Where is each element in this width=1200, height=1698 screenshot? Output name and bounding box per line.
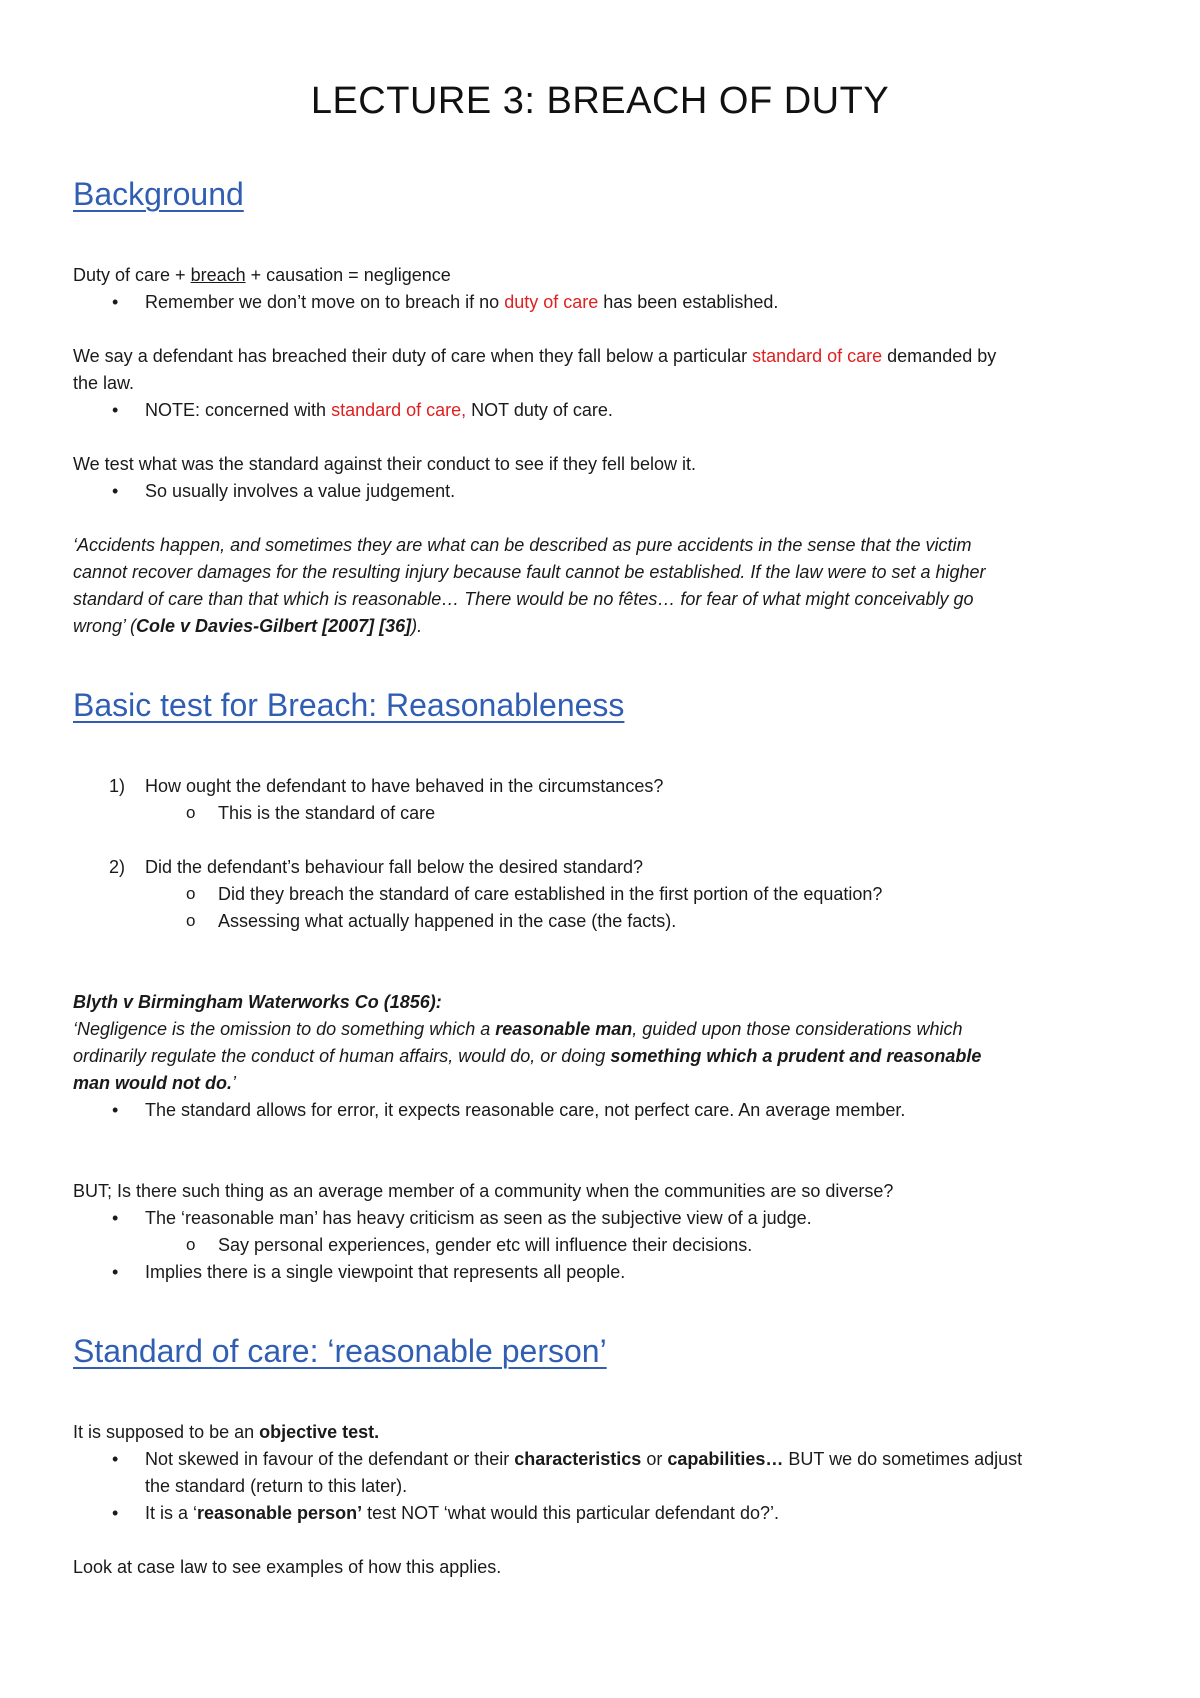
case-quote-line <box>73 1016 963 1043</box>
bullet-icon: • <box>112 400 119 420</box>
bullet-icon: • <box>112 1262 119 1282</box>
bullet-icon: • <box>112 1100 119 1120</box>
formula-breach: breach <box>190 265 246 285</box>
bullet-continuation: the standard (return to this later). <box>145 1476 408 1496</box>
sub-bullet-text: Assessing what actually happened in the case (the facts). <box>218 911 677 931</box>
highlight-standard-of-care: standard of care <box>752 346 883 366</box>
bullet-icon: • <box>112 1503 119 1523</box>
formula-text: Duty of care + <box>73 265 191 285</box>
bullet-text: The standard allows for error, it expects reasonable care, not perfect care. An average member. <box>145 1100 906 1120</box>
bullet-text: It is a ‘ <box>145 1503 198 1523</box>
sub-bullet-text: Did they breach the standard of care established in the first portion of the equation? <box>218 884 883 904</box>
paragraph-line: the law. <box>73 373 135 393</box>
heading-standard-of-care: Standard of care: ‘reasonable person’ <box>73 1333 607 1369</box>
sub-bullet-icon: o <box>186 884 196 903</box>
quote-emphasis: reasonable man <box>495 1019 633 1039</box>
numbered-item <box>109 854 644 881</box>
sub-bullet-text: This is the standard of care <box>218 803 436 823</box>
bullet-text: The ‘reasonable man’ has heavy criticism as seen as the subjective view of a judge. <box>145 1208 812 1228</box>
quote-text: ‘Negligence is the omission to do something which a <box>73 1019 496 1039</box>
item-text: Did the defendant’s behaviour fall below the desired standard? <box>145 857 644 877</box>
case-name: Blyth v Birmingham Waterworks Co (1856): <box>73 992 442 1012</box>
sub-bullet-item <box>186 881 883 908</box>
bullet-text-end: test NOT ‘what would this particular defendant do?’. <box>362 1503 779 1523</box>
page-title: LECTURE 3: BREACH OF DUTY <box>310 80 890 122</box>
quote-line: standard of care than that which is reasonable… There would be no fêtes… for fear of what might conceivably go <box>73 589 974 609</box>
bullet-item <box>112 289 779 316</box>
highlight-standard-of-care: standard of care, <box>331 400 467 420</box>
quote-text-end: ). <box>411 616 423 636</box>
quote-line <box>73 613 422 640</box>
bullet-item <box>112 1097 906 1124</box>
numbered-item <box>109 773 664 800</box>
paragraph-line: We test what was the standard against their conduct to see if they fell below it. <box>73 454 697 474</box>
bullet-text: Remember we don’t move on to breach if no <box>145 292 505 312</box>
bullet-text: Not skewed in favour of the defendant or their <box>145 1449 515 1469</box>
quote-line: ‘Accidents happen, and sometimes they are what can be described as pure accidents in the sense that the victim <box>73 535 972 555</box>
bullet-icon: • <box>112 481 119 501</box>
sub-bullet-text: Say personal experiences, gender etc will influence their decisions. <box>218 1235 753 1255</box>
paragraph-text: We say a defendant has breached their duty of care when they fall below a particular <box>73 346 753 366</box>
case-citation: Cole v Davies-Gilbert [2007] [36] <box>136 616 412 636</box>
bullet-emphasis: reasonable person’ <box>197 1503 363 1523</box>
note-text-end: NOT duty of care. <box>466 400 613 420</box>
highlight-duty-of-care: duty of care <box>504 292 599 312</box>
quote-text: wrong’ ( <box>73 616 137 636</box>
note-text: NOTE: concerned with <box>145 400 332 420</box>
bullet-icon: • <box>112 1208 119 1228</box>
case-quote-line <box>73 1043 981 1070</box>
bullet-item <box>112 1500 779 1527</box>
quote-text-end: ’ <box>231 1073 236 1093</box>
bullet-item <box>112 1446 1023 1473</box>
bullet-item <box>112 397 613 424</box>
quote-text-end: , guided upon those considerations which <box>632 1019 963 1039</box>
sub-bullet-icon: o <box>186 803 196 822</box>
paragraph-line: Look at case law to see examples of how this applies. <box>73 1557 502 1577</box>
paragraph-emphasis: objective test. <box>259 1422 380 1442</box>
bullet-item <box>112 1205 812 1232</box>
bullet-emphasis: capabilities… <box>667 1449 784 1469</box>
bullet-item <box>112 478 456 505</box>
formula-text-end: + causation = negligence <box>245 265 451 285</box>
item-number: 1) <box>109 776 126 796</box>
paragraph-line: BUT; Is there such thing as an average member of a community when the communities are so diverse? <box>73 1181 894 1201</box>
formula-line <box>73 262 451 289</box>
bullet-text: or <box>641 1449 668 1469</box>
bullet-text-end: BUT we do sometimes adjust <box>783 1449 1023 1469</box>
paragraph-line <box>73 343 996 370</box>
bullet-icon: • <box>112 292 119 312</box>
item-text: How ought the defendant to have behaved in the circumstances? <box>145 776 664 796</box>
sub-bullet-item <box>186 908 677 935</box>
sub-bullet-icon: o <box>186 911 196 930</box>
paragraph-text-end: demanded by <box>882 346 997 366</box>
bullet-item <box>112 1259 626 1286</box>
item-number: 2) <box>109 857 126 877</box>
case-quote-line <box>73 1070 236 1097</box>
bullet-text: Implies there is a single viewpoint that represents all people. <box>145 1262 626 1282</box>
paragraph-text: It is supposed to be an <box>73 1422 260 1442</box>
bullet-emphasis: characteristics <box>514 1449 642 1469</box>
paragraph-line <box>73 1419 379 1446</box>
sub-bullet-item <box>186 1232 753 1259</box>
bullet-text: So usually involves a value judgement. <box>145 481 456 501</box>
quote-text: ordinarily regulate the conduct of human affairs, would do, or doing <box>73 1046 611 1066</box>
sub-bullet-icon: o <box>186 1235 196 1254</box>
sub-bullet-item <box>186 800 436 827</box>
heading-basic-test: Basic test for Breach: Reasonableness <box>73 687 625 723</box>
quote-emphasis: man would not do. <box>73 1073 232 1093</box>
quote-emphasis: something which a prudent and reasonable <box>610 1046 982 1066</box>
heading-background: Background <box>73 176 244 212</box>
bullet-text-end: has been established. <box>598 292 779 312</box>
bullet-icon: • <box>112 1449 119 1469</box>
quote-line: cannot recover damages for the resulting injury because fault cannot be established. If the law were to set a higher <box>73 562 986 582</box>
